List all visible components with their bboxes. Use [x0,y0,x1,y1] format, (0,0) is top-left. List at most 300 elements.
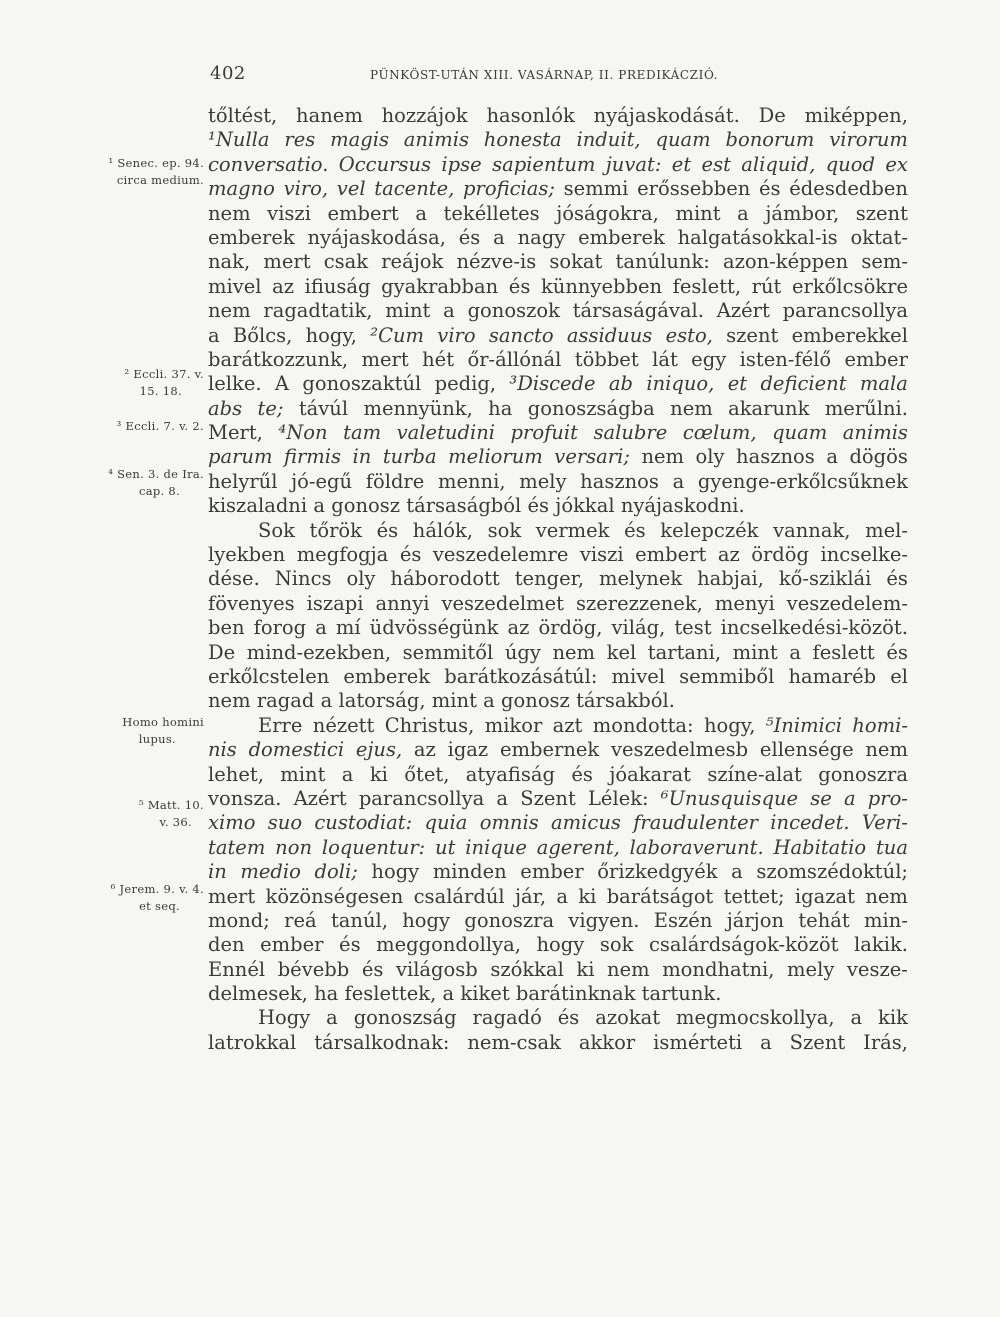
word: az [507,616,530,640]
word: és [527,494,550,518]
word: hanem [296,104,363,127]
word: a [556,884,568,908]
word: ex [885,152,908,176]
word: menni, [437,469,506,493]
word: nem [641,445,685,469]
word: laboraverunt. [629,835,764,859]
word: Habitatio [773,835,867,859]
word: tanúl, [330,908,388,932]
word: salubre [593,421,668,445]
margin-note-line: Homo homini [122,715,204,729]
word: társaságával. [572,299,704,323]
word: a [208,323,220,347]
word: nyájaskodása, [307,225,446,249]
word: Sok [258,518,295,542]
word: gonoszok [467,299,560,323]
word: min- [864,908,908,932]
word: De [208,640,236,664]
word: vigyen. [568,908,640,932]
word: emberek [208,225,295,249]
text-line [208,763,908,787]
word: megfogja [296,543,389,567]
word: vermek [535,518,610,542]
word: a [672,469,685,493]
margin-note-sen-ira [108,466,204,500]
text-line [208,958,908,982]
word: mert [208,884,256,908]
word: meliorum [448,445,543,469]
word: emberek [343,664,431,688]
word: kelepczék [660,518,759,542]
word: juvat: [605,152,662,176]
word: ifiuság [304,274,371,298]
word: ördög [751,543,810,567]
word: tatem [208,835,266,859]
word: iszapi [306,591,364,615]
word: jókkal [555,494,615,518]
word: deficient [760,372,847,396]
margin-note-line: ⁴ Sen. 3. de Ira. [108,467,204,481]
text-line [208,567,908,591]
word: tua [875,835,908,859]
word: fövenyes [208,591,295,615]
word: hét [422,347,455,371]
word: tartani, [647,640,722,664]
word: háborodott [390,567,500,591]
word: pedig, [434,372,497,396]
word: veszedelemre [432,543,569,567]
word: tam [343,421,382,445]
word: csalárdúl [413,884,505,908]
word: mala [859,372,908,396]
word: Azért [716,299,770,323]
word: dése. [208,567,260,591]
word: Eszén [653,908,713,932]
word: ragadtatik, [263,299,373,323]
word: azokat [595,1006,661,1030]
word: tekélletes [443,201,540,225]
word: ragad [256,689,315,713]
word: test [674,616,712,640]
word: vesze- [846,957,908,981]
word: feslett, [672,274,742,298]
word: a [313,494,325,518]
word: proficias; [463,177,555,201]
word: lehet, [208,762,264,786]
word: és [886,640,908,664]
word: gonoszságba [527,396,655,420]
word: és [376,518,399,542]
word: helyrűl [208,469,278,493]
word: se [810,786,832,810]
word: Christus, [384,713,475,737]
word: csalárdságok-közöt [648,933,839,957]
word: és [571,762,593,786]
word: Azért [293,786,347,810]
margin-note-line: circa medium. [116,173,204,187]
word: viro [437,323,476,347]
text-line [208,689,908,713]
word: mint [431,689,477,713]
word: édesdedben [789,177,908,201]
word: a [850,1006,863,1030]
word: világosb [395,957,478,981]
word: hasznos [580,469,659,493]
word: nem [208,201,251,225]
word: vel [336,177,366,201]
word: a [320,689,333,713]
word: és [399,543,422,567]
word: jámbor, [765,201,840,225]
text-line [208,714,908,738]
word: hogy [371,860,420,884]
word: egy [691,347,727,371]
margin-note-matt [139,797,204,831]
word: oly [695,445,725,469]
text-line [208,909,908,933]
text-line [208,421,908,445]
word: Szent [789,1030,846,1054]
word: semmi [563,177,629,201]
text-line [208,787,908,811]
word: animis [403,128,469,152]
word: Hogy [258,1006,311,1030]
word: nagy [517,225,566,249]
margin-note-line: cap. 8. [138,484,180,498]
word: Lélek: [587,786,649,810]
word: ki [576,957,595,981]
word: hozzájok [381,104,468,127]
text-line [208,543,908,567]
word: ha [488,396,513,420]
word: minden [432,860,507,884]
word: viszi [267,201,311,225]
word: ben [208,616,245,640]
word: virorum [829,128,908,152]
word: ximo [208,811,256,835]
margin-note-line: et seq. [139,899,180,913]
word: mennyünk, [363,396,473,420]
word: nyájaskodni. [620,494,745,518]
word: parancsollya [782,299,908,323]
word: veszedelem- [786,591,908,615]
word: homi- [852,713,908,737]
word: tettet; [723,884,785,908]
word: bévebb [277,957,350,981]
word: agerent, [536,835,620,859]
word: nem [865,738,908,762]
word: reájok [381,250,444,274]
word: lát [652,347,678,371]
word: a [443,299,455,323]
text-line [208,519,908,543]
margin-note-senec [109,155,204,189]
word: ember [844,347,908,371]
word: mikor [484,713,543,737]
text-line [208,153,908,177]
word: a [731,860,743,884]
word: animis [842,421,908,445]
word: nem [208,299,251,323]
word: nézve-is [456,250,537,274]
word: távúl [298,396,349,420]
word: semmitől [402,640,494,664]
word: omnis [479,811,539,835]
word: mondhatni, [662,957,775,981]
text-line [208,982,908,1006]
word: el [890,664,908,688]
word: világ, [611,616,666,640]
word: ³Discede [509,372,596,396]
word: a [826,445,838,469]
word: mondotta: [592,713,694,737]
word: nis [208,738,237,762]
word: jár, [514,884,547,908]
text-line [208,616,908,640]
word: nem [208,689,251,713]
word: őtet, [404,762,450,786]
word: hogy, [703,713,756,737]
word: nyájaskodását. [593,104,740,127]
word: nem [865,884,908,908]
word: a [789,640,801,664]
word: földre [365,469,425,493]
word: igazat [794,884,855,908]
word: tőrök [309,518,362,542]
word: ki [578,884,597,908]
text-line [208,372,908,396]
word: feslett [812,640,875,664]
word: színe-alat [707,762,802,786]
word: mert [263,250,311,274]
body-text [208,104,908,1055]
word: az [717,543,740,567]
word: nem [607,957,650,981]
word: mí [335,616,361,640]
word: assiduus [566,323,653,347]
word: turba [382,445,437,469]
word: sokat [549,250,603,274]
text-line [208,860,908,884]
word: emberek [578,225,665,249]
word: ejus, [355,738,403,762]
word: ragadó [472,1006,542,1030]
word: sok [487,518,522,542]
word: csak [323,250,369,274]
text-line [208,885,908,909]
word: és [624,518,646,542]
word: ismérteti [653,1030,743,1054]
text-line [208,397,908,421]
word: mivel [611,664,666,688]
word: az [413,738,436,762]
word: ördög, [538,616,603,640]
word: abs [208,396,243,420]
word: társalkodnak: [314,1030,450,1054]
word: hogy [402,908,451,932]
word: járjon [726,908,785,932]
word: merűlni. [824,396,908,420]
word: tanúlunk: [615,250,710,274]
text-line [208,226,908,250]
word: a [760,1030,772,1054]
word: oly [346,567,376,591]
word: Erre [258,713,303,737]
word: quam [655,128,711,152]
margin-note-homo-homini [122,714,204,748]
word: embert [635,543,707,567]
word: a [442,982,455,1006]
text-line [208,1006,908,1030]
word: kel [606,640,637,664]
word: mond; [208,908,270,932]
word: üdvösségünk [369,616,499,640]
word: bonorum [725,128,815,152]
word: incselkedési-közöt. [720,616,908,640]
word: többet [574,347,639,371]
word: és [886,567,908,591]
word: ember [260,933,324,957]
word: Szent [520,786,576,810]
word: barátkozásátúl: [444,664,598,688]
margin-note-line: lupus. [138,732,176,746]
word: az [272,274,295,298]
word: magno [208,177,275,201]
word: inique [465,835,527,859]
word: et [671,152,692,176]
text-line [208,811,908,835]
text-line [208,1031,908,1055]
word: kő-sziklái [778,567,872,591]
word: kik [878,1006,908,1030]
word: quia [424,811,468,835]
word: isten-félő [739,347,832,371]
word: sancto [488,323,554,347]
text-line [208,933,908,957]
word: et [727,372,748,396]
word: mind-ezekben, [246,640,392,664]
margin-note-eccli-37 [125,366,204,400]
word: vonsza. [208,786,282,810]
text-line [208,177,908,201]
word: társaságból [406,494,522,518]
word: azt [552,713,583,737]
word: és [759,177,781,201]
margin-note-line: ⁵ Matt. 10. [138,798,204,812]
word: tenger, [514,567,585,591]
word: akarunk [728,396,810,420]
word: hasznos [736,445,815,469]
text-line [208,275,908,299]
word: hogy [536,933,585,957]
margin-note-line: ² Eccli. 37. v. [124,367,204,381]
word: te; [257,396,284,420]
word: mint [280,762,326,786]
word: oktat- [850,225,908,249]
word: őr-állónál [467,347,562,371]
word: lyekben [208,543,286,567]
word: ellensége [759,738,854,762]
word: sapientum [492,152,596,176]
word: viro, [283,177,329,201]
word: nézett [312,713,375,737]
word: lakik. [854,933,908,957]
margin-note-line: ¹ Senec. ep. 94. [108,156,204,170]
word: amicus [551,811,621,835]
word: incedet. [770,811,850,835]
text-line [208,665,908,689]
word: azon-képpen [722,250,849,274]
word: rút [751,274,782,298]
word: iniquo, [646,372,715,396]
word: jó-egű [291,469,353,493]
text-line [208,494,908,518]
margin-note-line: ⁶ Jerem. 9. v. 4. [110,882,204,896]
word: mely [787,957,835,981]
word: valetudini [396,421,495,445]
word: parum [208,445,273,469]
word: mel- [865,518,908,542]
word: szomszédoktúl; [756,860,908,884]
word: lelke. [208,372,262,396]
word: szent [855,201,908,225]
word: halgatásokkal-is [677,225,838,249]
text-line [208,592,908,616]
word: tőltést, [208,104,278,127]
word: latorság, [338,689,426,713]
margin-note-line: 15. 18. [139,384,182,398]
word: nak, [208,250,251,274]
word: nem-csak [467,1030,561,1054]
word: Ennél [208,957,266,981]
word: gonosz [501,689,570,713]
word: úgy [504,640,541,664]
word: gyenge-erkőlcsűknek [697,469,908,493]
word: akkor [578,1030,636,1054]
word: tehát [798,908,850,932]
word: kiszaladni [208,494,308,518]
word: erőssebben [637,177,751,201]
word: ha [314,982,339,1006]
word: nem [552,640,596,664]
word: den [208,933,245,957]
word: meggondollya, [376,933,521,957]
word: a [341,762,354,786]
word: viszi [579,543,624,567]
word: megmocskollya, [676,1006,835,1030]
word: barátságot [606,884,714,908]
word: parancsollya [358,786,485,810]
word: kiket [460,982,510,1006]
word: aliquid, [741,152,816,176]
word: barátkozzunk, [208,347,349,371]
text-line [208,250,908,274]
text-line [208,299,908,323]
word: doli; [314,860,358,884]
word: Bőlcs, [232,323,293,347]
word: és [339,933,361,957]
word: barátinknak [515,982,636,1006]
word: honesta [483,128,562,152]
word: ⁴Non [278,421,328,445]
margin-note-eccli-7 [117,418,204,435]
word: in [352,445,372,469]
running-head: PÜNKÖST-UTÁN XIII. VASÁRNAP, II. PREDIKÁCZIÓ. [370,68,719,82]
word: firmis [283,445,342,469]
text-line [208,104,908,128]
word: és [508,274,531,298]
word: profuit [510,421,578,445]
